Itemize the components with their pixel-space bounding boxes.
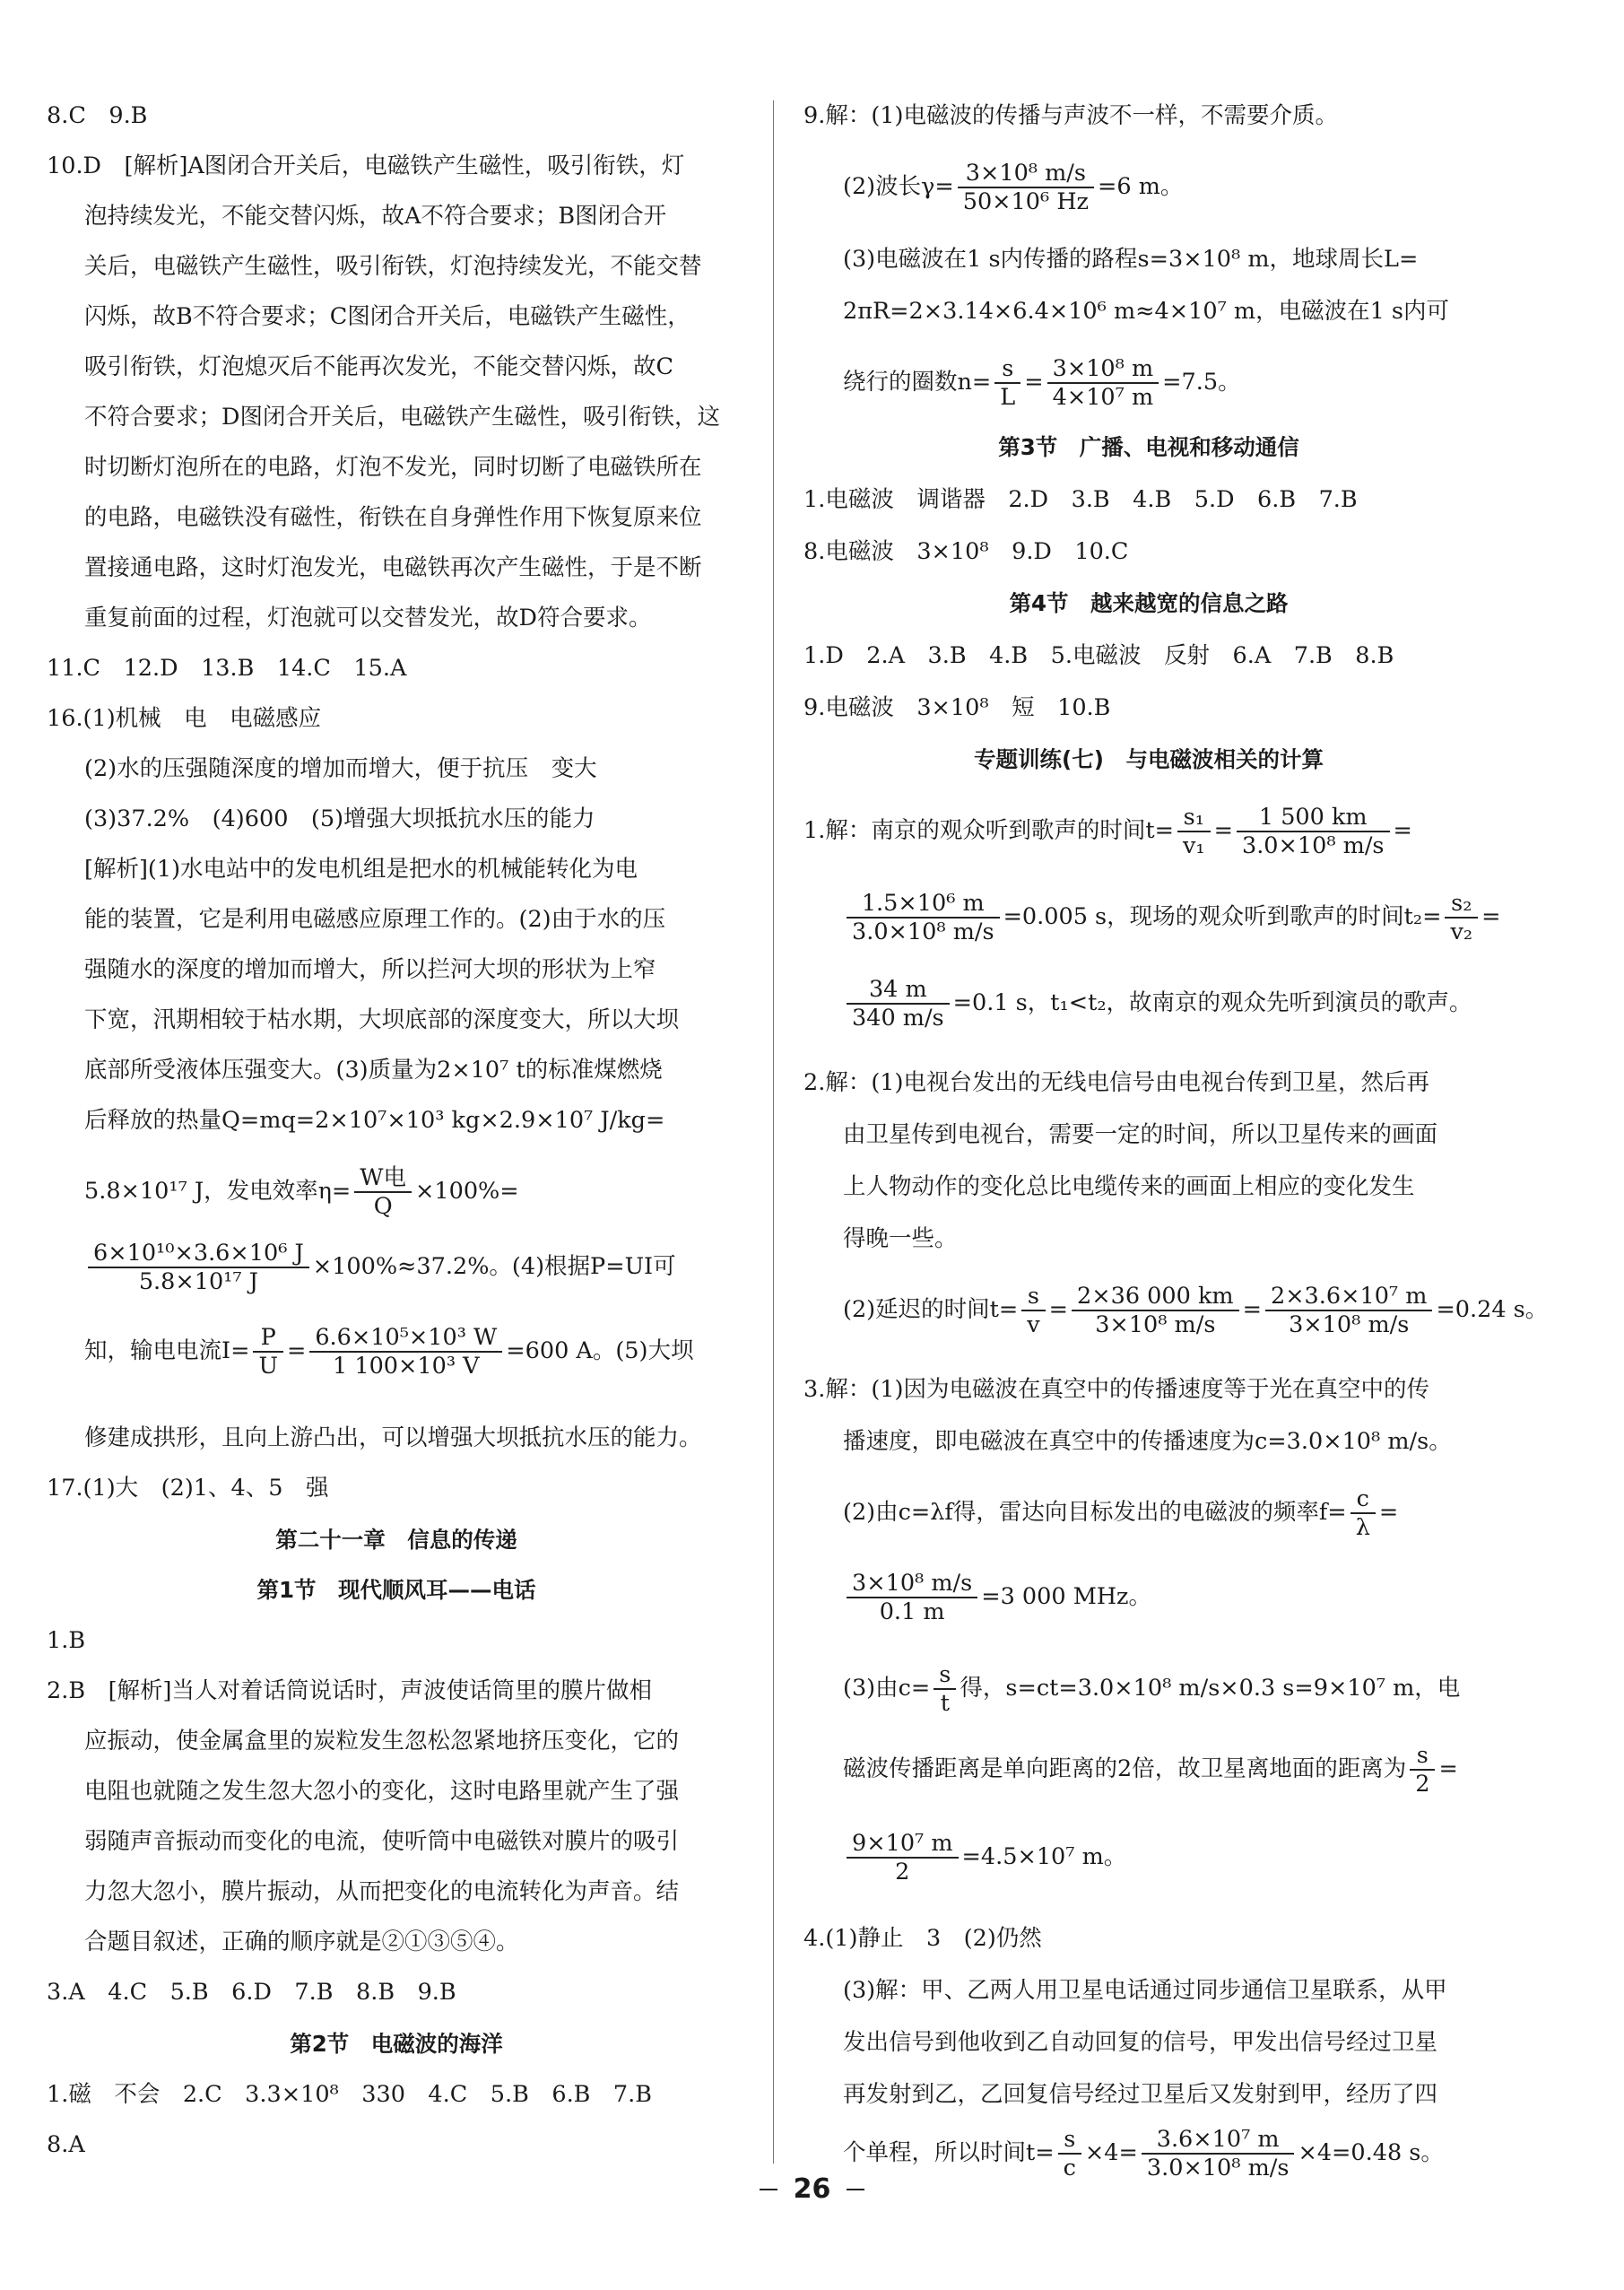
fraction (934, 1661, 956, 1717)
formula-text: =0.1 s，t₁<t₂，故南京的观众先听到演员的歌声。 (952, 989, 1472, 1016)
formula-text: = (1393, 817, 1412, 844)
answer-line: 弱随声音振动而变化的电流，使听筒中电磁铁对膜片的吸引 (84, 1828, 680, 1855)
formula-text: = (1378, 1499, 1399, 1526)
answer-line: 吸引衔铁，灯泡熄灭后不能再次发光，不能交替闪烁，故C (84, 353, 674, 380)
fraction-numerator: 3.6×10⁷ m (1142, 2126, 1295, 2155)
answer-line: 8.电磁波 3×10⁸ 9.D 10.C (803, 538, 1129, 565)
fraction-denominator: 50×10⁶ Hz (962, 188, 1089, 215)
answer-line: 置接通电路，这时灯泡发光，电磁铁再次产生磁性，于是不断 (84, 554, 702, 581)
formula-text: =7.5。 (1162, 369, 1241, 396)
formula-line (803, 976, 1472, 1032)
answer-line: 16.(1)机械 电 电磁感应 (47, 705, 322, 732)
answer-line: (3)37.2% (4)600 (5)增强大坝抵抗水压的能力 (84, 805, 595, 832)
answer-line: 8.A (47, 2131, 85, 2158)
formula-line (803, 1661, 1460, 1717)
formula-text: 1.解：南京的观众听到歌声的时间t= (803, 817, 1174, 844)
column-divider (773, 100, 774, 2164)
formula-line (803, 160, 1183, 215)
answer-line: 3.A 4.C 5.B 6.D 7.B 8.B 9.B (47, 1979, 456, 2006)
formula-text: =0.005 s，现场的观众听到歌声的时间t₂= (1003, 903, 1442, 930)
fraction-numerator: s₁ (1177, 804, 1211, 832)
fraction (958, 160, 1094, 215)
formula-line (803, 1283, 1548, 1338)
answer-line: 10.D [解析]A图闭合开关后，电磁铁产生磁性，吸引衔铁，灯 (47, 152, 685, 179)
fraction (1177, 804, 1211, 859)
formula-line (803, 1830, 1126, 1885)
fraction (1072, 1283, 1239, 1338)
section-title: 第2节 电磁波的海洋 (290, 2031, 503, 2057)
answer-line: 上人物动作的变化总比电缆传来的画面上相应的变化发生 (843, 1173, 1415, 1200)
answer-line: 底部所受液体压强变大。(3)质量为2×10⁷ t的标准煤燃烧 (84, 1057, 663, 1084)
answer-line: 1.D 2.A 3.B 4.B 5.电磁波 反射 6.A 7.B 8.B (803, 642, 1394, 669)
formula-text: (2)波长γ= (843, 173, 954, 200)
formula-text: 得，s=ct=3.0×10⁸ m/s×0.3 s=9×10⁷ m，电 (960, 1675, 1461, 1702)
fraction-numerator: c (1350, 1485, 1376, 1514)
fraction-numerator: s (1058, 2126, 1081, 2155)
fraction-denominator: t (940, 1690, 950, 1717)
dash-decoration (760, 2189, 777, 2190)
fraction-denominator: 3.0×10⁸ m/s (1241, 832, 1385, 859)
fraction (1445, 890, 1478, 945)
fraction (354, 1164, 412, 1220)
formula-text: = (1213, 817, 1233, 844)
answer-line: 重复前面的过程，灯泡就可以交替发光，故D符合要求。 (84, 605, 652, 631)
answer-line: 闪烁，故B不符合要求；C图闭合开关后，电磁铁产生磁性， (84, 303, 690, 330)
fraction-numerator: P (253, 1324, 283, 1353)
fraction (1265, 1283, 1432, 1338)
fraction (88, 1240, 309, 1295)
fraction (1350, 1485, 1376, 1541)
fraction (994, 355, 1020, 411)
fraction-numerator: 2×3.6×10⁷ m (1265, 1283, 1432, 1311)
fraction (1410, 1742, 1435, 1798)
formula-line (803, 355, 1241, 411)
fraction (1021, 1283, 1045, 1338)
page-number-text: 26 (793, 2173, 831, 2205)
fraction-numerator: W电 (354, 1164, 412, 1193)
answer-line: 9.解：(1)电磁波的传播与声波不一样，不需要介质。 (803, 102, 1338, 129)
fraction-denominator: 4×10⁷ m (1052, 384, 1154, 411)
answer-line: 发出信号到他收到乙自动回复的信号，甲发出信号经过卫星 (843, 2029, 1438, 2056)
answer-line: (3)电磁波在1 s内传播的路程s=3×10⁸ m，地球周长L= (843, 246, 1419, 273)
fraction-denominator: 2 (1415, 1771, 1430, 1798)
fraction-denominator: 1 100×10³ V (333, 1353, 480, 1380)
answer-line: [解析](1)水电站中的发电机组是把水的机械能转化为电 (84, 856, 638, 883)
fraction-denominator: c (1063, 2155, 1076, 2181)
formula-line (47, 1164, 519, 1220)
formula-text: 知，输电电流I= (84, 1337, 250, 1364)
fraction-numerator: 3×10⁸ m/s (847, 1570, 977, 1598)
formula-text: =3 000 MHz。 (981, 1583, 1151, 1610)
fraction-numerator: s (1410, 1742, 1435, 1771)
fraction-denominator: 3.0×10⁸ m/s (1146, 2155, 1290, 2181)
answer-line: 不符合要求；D图闭合开关后，电磁铁产生磁性，吸引衔铁，这 (84, 404, 720, 431)
answer-line: 3.解：(1)因为电磁波在真空中的传播速度等于光在真空中的传 (803, 1376, 1429, 1403)
fraction-numerator: 6.6×10⁵×10³ W (309, 1324, 502, 1353)
section-title: 专题训练(七) 与电磁波相关的计算 (974, 746, 1324, 772)
answer-line: 1.B (47, 1627, 86, 1654)
fraction-denominator: 2 (895, 1859, 910, 1885)
formula-line (803, 804, 1412, 859)
fraction-numerator: s (994, 355, 1020, 384)
fraction-numerator: 1 500 km (1237, 804, 1390, 832)
answer-line: 9.电磁波 3×10⁸ 短 10.B (803, 694, 1111, 721)
fraction (253, 1324, 283, 1380)
fraction (1047, 355, 1159, 411)
answer-line: 2.解：(1)电视台发出的无线电信号由电视台传到卫星，然后再 (803, 1069, 1429, 1096)
formula-text: =6 m。 (1098, 173, 1184, 200)
formula-text: = (1048, 1296, 1069, 1323)
fraction-numerator: 34 m (847, 976, 950, 1005)
fraction-numerator: 1.5×10⁶ m (847, 890, 1000, 919)
answer-line: 泡持续发光，不能交替闪烁，故A不符合要求；B图闭合开 (84, 203, 667, 230)
answer-line: 2πR=2×3.14×6.4×10⁶ m≈4×10⁷ m，电磁波在1 s内可 (843, 298, 1449, 325)
fraction (1237, 804, 1390, 859)
fraction (847, 1570, 977, 1625)
answer-line: 关后，电磁铁产生磁性，吸引衔铁，灯泡持续发光，不能交替 (84, 253, 702, 280)
formula-line (803, 1485, 1398, 1541)
formula-text: = (1024, 369, 1044, 396)
dash-decoration (847, 2189, 864, 2190)
answer-line: 的电路，电磁铁没有磁性，衔铁在自身弹性作用下恢复原来位 (84, 504, 702, 531)
fraction-numerator: 3×10⁸ m (1047, 355, 1159, 384)
answer-line: 4.(1)静止 3 (2)仍然 (803, 1925, 1042, 1952)
fraction (847, 890, 1000, 945)
formula-line (803, 1742, 1458, 1798)
answer-line: (3)解：甲、乙两人用卫星电话通过同步通信卫星联系，从甲 (843, 1977, 1447, 2004)
formula-text: 5.8×10¹⁷ J，发电效率η= (84, 1178, 352, 1205)
section-title: 第4节 越来越宽的信息之路 (1009, 590, 1289, 616)
fraction-numerator: s (934, 1661, 956, 1690)
answer-line: 后释放的热量Q=mq=2×10⁷×10³ kg×2.9×10⁷ J/kg= (84, 1107, 665, 1134)
fraction-denominator: Q (373, 1193, 393, 1220)
answer-line: 由卫星传到电视台，需要一定的时间，所以卫星传来的画面 (843, 1121, 1438, 1148)
answer-line: 再发射到乙，乙回复信号经过卫星后又发射到甲，经历了四 (843, 2081, 1438, 2108)
formula-line (803, 890, 1500, 945)
fraction-numerator: 6×10¹⁰×3.6×10⁶ J (88, 1240, 309, 1268)
formula-text: (2)由c=λf得，雷达向目标发出的电磁波的频率f= (843, 1499, 1347, 1526)
answer-line: 能的装置，它是利用电磁感应原理工作的。(2)由于水的压 (84, 906, 666, 933)
formula-text: = (1481, 903, 1501, 930)
formula-text: 个单程，所以时间t= (843, 2139, 1055, 2166)
section-title: 第1节 现代顺风耳——电话 (256, 1577, 536, 1603)
page-number (0, 2172, 1624, 2205)
answer-line: 播速度，即电磁波在真空中的传播速度为c=3.0×10⁸ m/s。 (843, 1428, 1452, 1455)
fraction-numerator: s₂ (1445, 890, 1478, 919)
formula-text: 绕行的圈数n= (843, 369, 992, 396)
formula-line (47, 1240, 676, 1295)
answer-line: 11.C 12.D 13.B 14.C 15.A (47, 655, 407, 682)
answer-line: 合题目叙述，正确的顺序就是②①③⑤④。 (84, 1929, 519, 1955)
formula-text: =4.5×10⁷ m。 (961, 1843, 1127, 1870)
answer-line: 1.电磁波 调谐器 2.D 3.B 4.B 5.D 6.B 7.B (803, 486, 1358, 513)
answer-line: 下宽，汛期相较于枯水期，大坝底部的深度变大，所以大坝 (84, 1006, 680, 1033)
fraction-denominator: U (258, 1353, 278, 1380)
fraction-denominator: 3×10⁸ m/s (1095, 1311, 1216, 1338)
answer-line: 2.B [解析]当人对着话筒说话时，声波使话筒里的膜片做相 (47, 1677, 652, 1704)
fraction-denominator: v₁ (1182, 832, 1205, 859)
formula-text: ×4= (1084, 2139, 1138, 2166)
formula-text: = (1242, 1296, 1262, 1323)
answer-line: 电阻也就随之发生忽大忽小的变化，这时电路里就产生了强 (84, 1778, 680, 1805)
formula-text: = (1438, 1755, 1458, 1782)
formula-text: 磁波传播距离是单向距离的2倍，故卫星离地面的距离为 (843, 1755, 1407, 1782)
fraction-denominator: 5.8×10¹⁷ J (138, 1268, 258, 1295)
answer-line: 8.C 9.B (47, 102, 148, 129)
formula-text: ×4=0.48 s。 (1298, 2139, 1444, 2166)
answer-line: 得晚一些。 (843, 1225, 958, 1252)
fraction-denominator: 3×10⁸ m/s (1289, 1311, 1410, 1338)
answer-line: 1.磁 不会 2.C 3.3×10⁸ 330 4.C 5.B 6.B 7.B (47, 2081, 652, 2108)
answer-line: 修建成拱形，且向上游凸出，可以增强大坝抵抗水压的能力。 (84, 1424, 702, 1451)
formula-line (47, 1324, 693, 1380)
fraction-numerator: 3×10⁸ m/s (958, 160, 1094, 188)
formula-text: (2)延迟的时间t= (843, 1296, 1019, 1323)
chapter-title: 第二十一章 信息的传递 (275, 1527, 517, 1553)
formula-text: ×100%≈37.2%。(4)根据P=UI可 (312, 1253, 676, 1280)
formula-text: (3)由c= (843, 1675, 931, 1702)
answer-line: 时切断灯泡所在的电路，灯泡不发光，同时切断了电磁铁所在 (84, 454, 702, 481)
answer-line: (2)水的压强随深度的增加而增大，便于抗压 变大 (84, 755, 597, 782)
fraction-numerator: 9×10⁷ m (847, 1830, 959, 1859)
formula-text: ×100%= (415, 1178, 519, 1205)
formula-text: =600 A。(5)大坝 (506, 1337, 694, 1364)
section-title: 第3节 广播、电视和移动通信 (998, 434, 1299, 460)
answer-line: 应振动，使金属盒里的炭粒发生忽松忽紧地挤压变化，它的 (84, 1728, 680, 1755)
fraction-numerator: 2×36 000 km (1072, 1283, 1239, 1311)
answer-line: 17.(1)大 (2)1、4、5 强 (47, 1475, 329, 1502)
formula-text: =0.24 s。 (1436, 1296, 1549, 1323)
answer-line: 强随水的深度的增加而增大，所以拦河大坝的形状为上窄 (84, 956, 656, 983)
fraction-denominator: 340 m/s (852, 1005, 944, 1032)
fraction-denominator: 3.0×10⁸ m/s (852, 919, 994, 945)
fraction-denominator: λ (1355, 1514, 1370, 1541)
fraction (309, 1324, 502, 1380)
fraction-denominator: v (1027, 1311, 1040, 1338)
fraction-denominator: v₂ (1450, 919, 1473, 945)
fraction (847, 1830, 959, 1885)
answer-line: 力忽大忽小，膜片振动，从而把变化的电流转化为声音。结 (84, 1878, 680, 1905)
fraction-denominator: 0.1 m (879, 1598, 945, 1625)
fraction (847, 976, 950, 1032)
fraction-denominator: L (1000, 384, 1016, 411)
fraction-numerator: s (1021, 1283, 1045, 1311)
formula-text: = (286, 1337, 307, 1364)
formula-line (803, 1570, 1151, 1625)
